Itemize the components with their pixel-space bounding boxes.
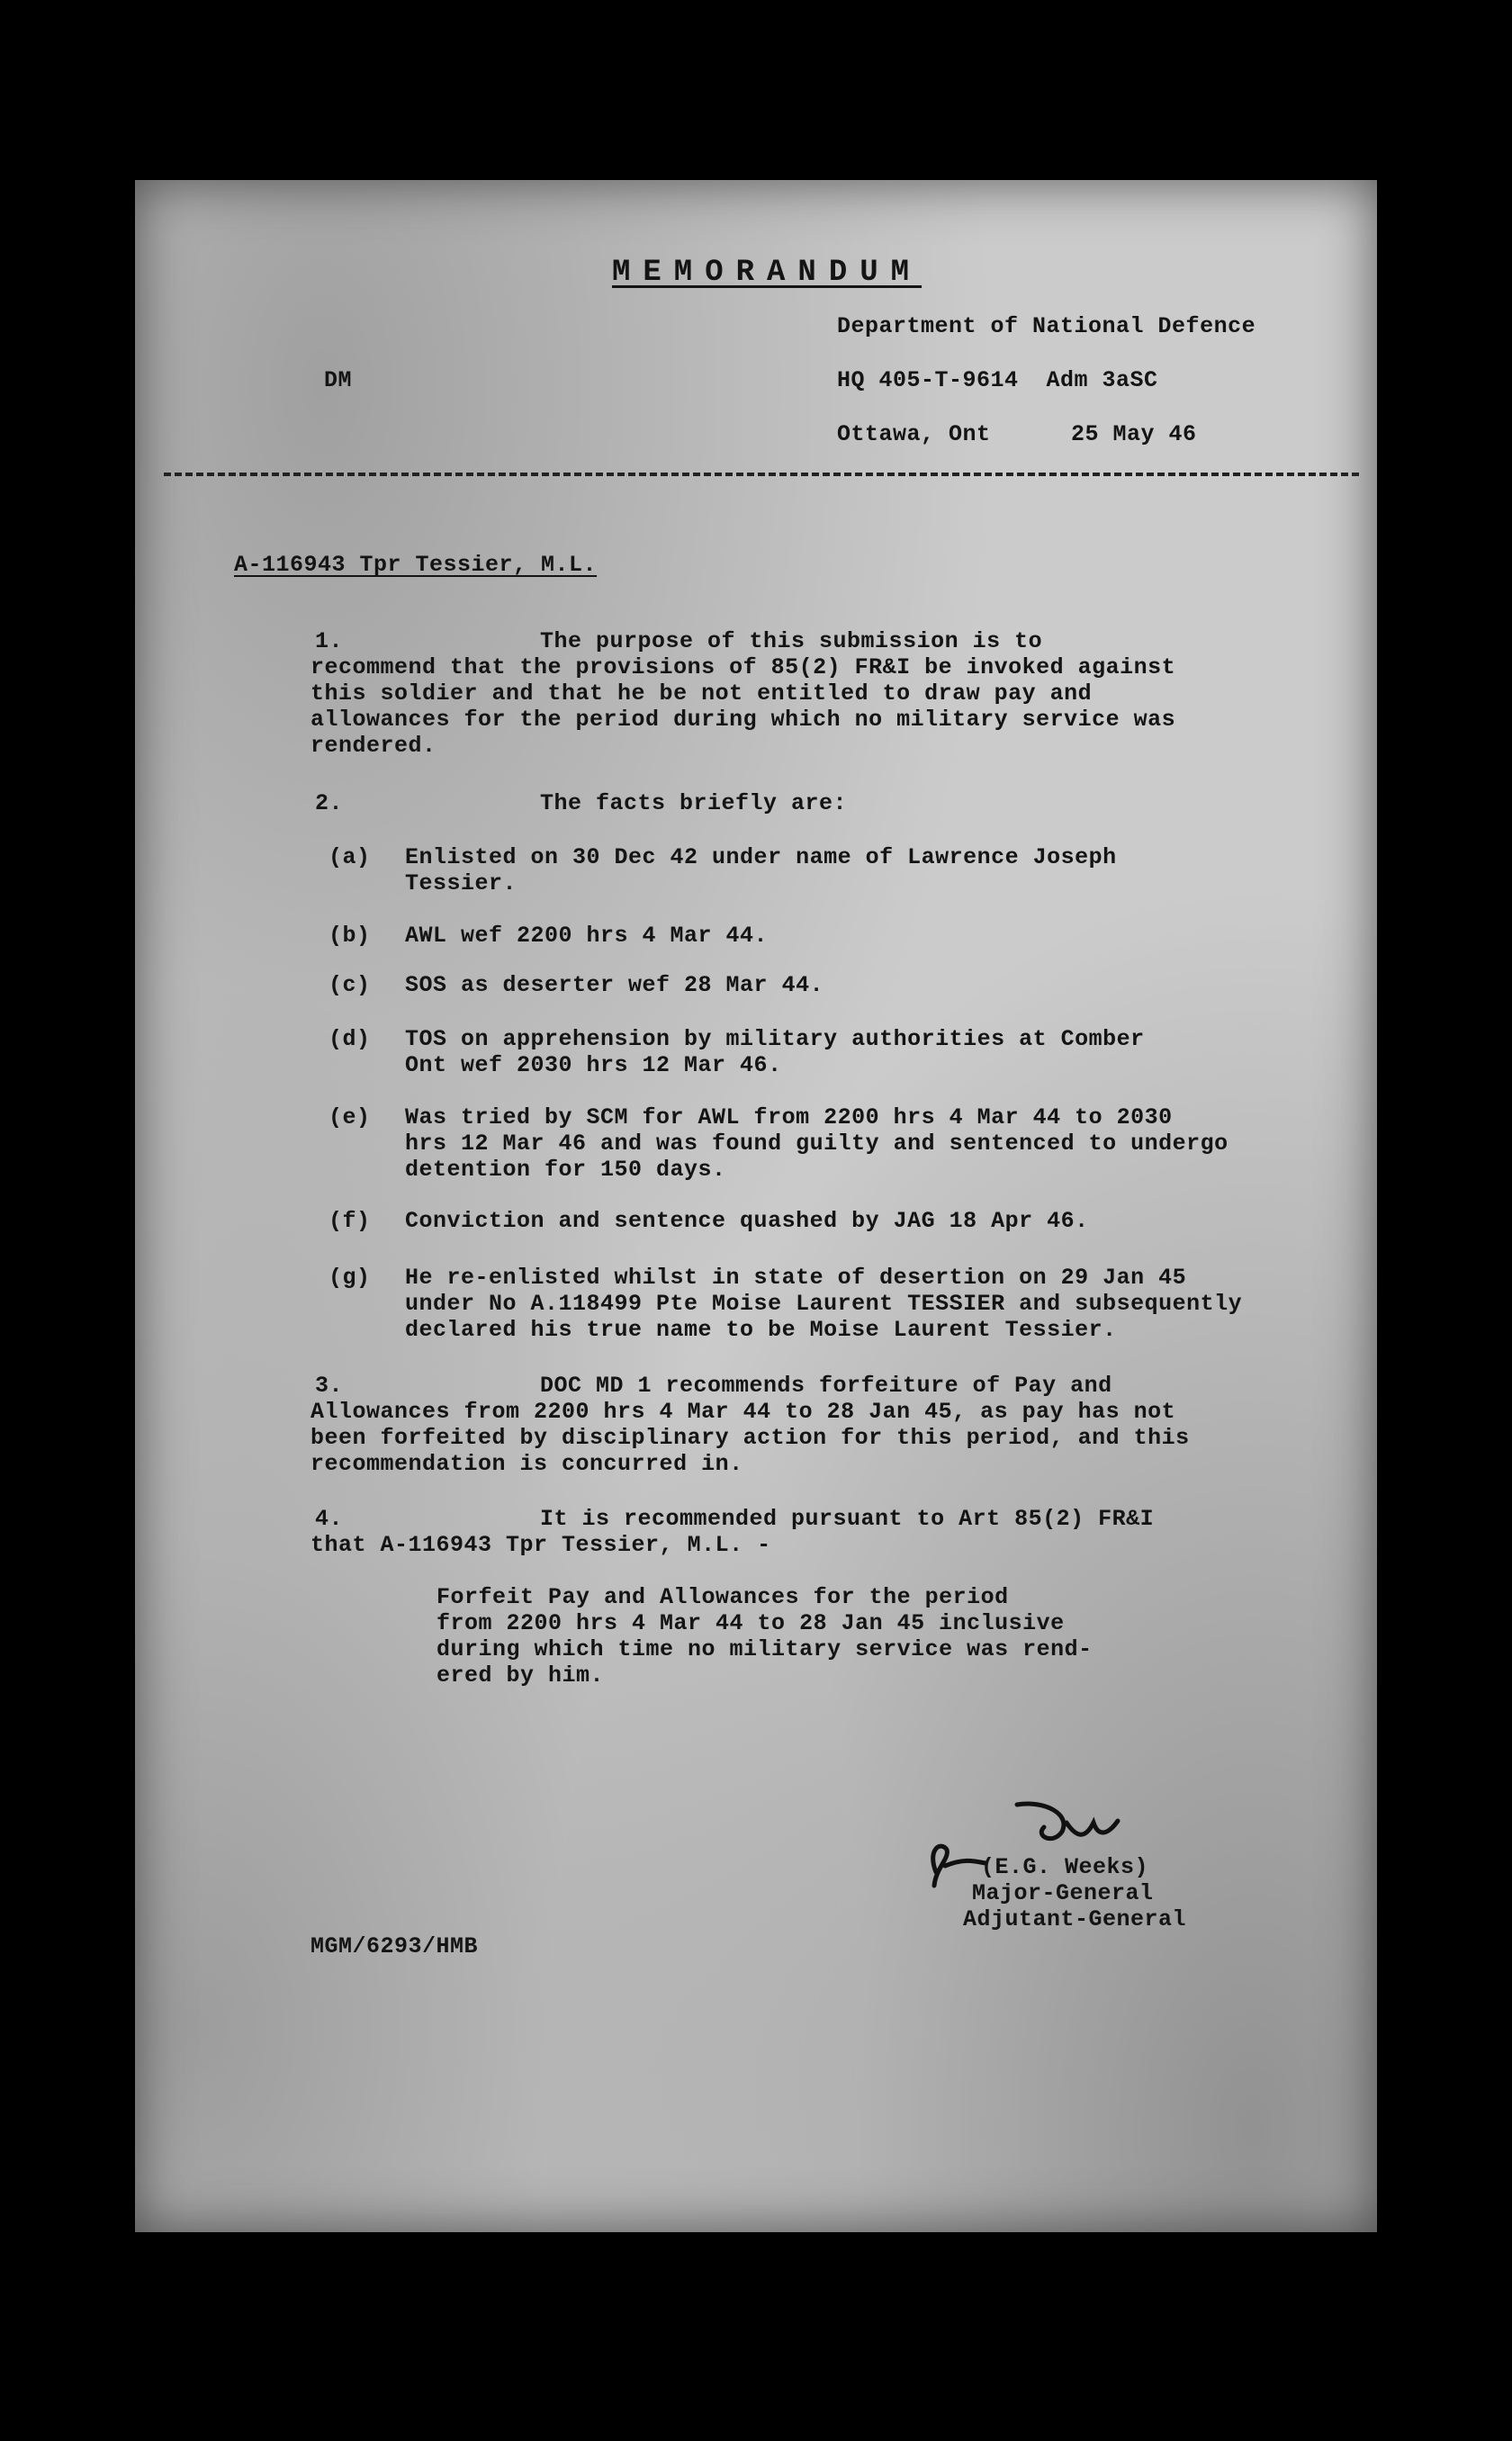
para-4-line: that A-116943 Tpr Tessier, M.L. -: [310, 1532, 771, 1558]
signatory-rank: Major-General: [972, 1880, 1154, 1906]
para-4-line: It is recommended pursuant to Art 85(2) FR&I: [540, 1506, 1155, 1532]
para-1-text: [310, 628, 1175, 759]
item-line: hrs 12 Mar 46 and was found guilty and sentenced to undergo: [405, 1130, 1228, 1157]
footer-reference: MGM/6293/HMB: [310, 1933, 479, 1959]
file-reference: HQ 405-T-9614 Adm 3aSC: [837, 367, 1158, 393]
item-c-text: [405, 972, 824, 998]
quote-line: from 2200 hrs 4 Mar 44 to 28 Jan 45 inclusive: [436, 1610, 1065, 1636]
item-line: detention for 150 days.: [405, 1157, 726, 1183]
item-d-label: (d): [328, 1026, 371, 1052]
item-line: TOS on apprehension by military authorities at Comber: [405, 1026, 1145, 1052]
item-line: Enlisted on 30 Dec 42 under name of Lawrence Joseph: [405, 844, 1117, 870]
subject-line: A-116943 Tpr Tessier, M.L.: [234, 552, 598, 578]
item-c-label: (c): [328, 972, 371, 998]
item-line: Ont wef 2030 hrs 12 Mar 46.: [405, 1052, 782, 1078]
para-3-text: [310, 1373, 1190, 1477]
item-line: SOS as deserter wef 28 Mar 44.: [405, 972, 824, 998]
item-line: Was tried by SCM for AWL from 2200 hrs 4 Mar 44 to 2030: [405, 1104, 1173, 1130]
memo-title: MEMORANDUM: [612, 256, 922, 290]
item-line: Conviction and sentence quashed by JAG 18 Apr 46.: [405, 1208, 1089, 1234]
para-4-quote: [436, 1584, 1093, 1689]
item-a-label: (a): [328, 844, 371, 870]
para-1-number: 1.: [315, 628, 344, 654]
place: Ottawa, Ont: [837, 421, 991, 447]
item-b-text: [405, 923, 768, 949]
item-line: He re-enlisted whilst in state of desertion on 29 Jan 45: [405, 1265, 1187, 1291]
para-2-intro: The facts briefly are:: [540, 790, 848, 816]
para-1-line: allowances for the period during which no military service was: [310, 707, 1176, 733]
dashed-divider: [164, 473, 1359, 476]
para-3-number: 3.: [315, 1373, 344, 1399]
department-name: Department of National Defence: [837, 313, 1256, 339]
signatory-appointment: Adjutant-General: [963, 1906, 1187, 1932]
para-3-line: Allowances from 2200 hrs 4 Mar 44 to 28 Jan 45, as pay has not: [310, 1399, 1176, 1425]
quote-line: Forfeit Pay and Allowances for the period: [436, 1584, 1009, 1610]
quote-line: ered by him.: [436, 1662, 605, 1689]
memo-date: 25 May 46: [1071, 421, 1197, 447]
memorandum-page: [135, 180, 1377, 2232]
signatory-name: (E.G. Weeks): [981, 1854, 1149, 1880]
item-line: Tessier.: [405, 870, 518, 896]
para-2-number: 2.: [315, 790, 344, 816]
signature-block: [963, 1854, 1187, 1932]
item-g-label: (g): [328, 1265, 371, 1291]
originator-code: DM: [324, 367, 353, 393]
para-3-line: been forfeited by disciplinary action for this period, and this: [310, 1425, 1190, 1451]
item-d-text: [405, 1026, 1145, 1078]
item-line: declared his true name to be Moise Laurent Tessier.: [405, 1317, 1117, 1343]
para-1-line: rendered.: [310, 733, 436, 759]
para-1-line: The purpose of this submission is to: [540, 628, 1043, 654]
para-3-line: DOC MD 1 recommends forfeiture of Pay and: [540, 1373, 1112, 1399]
item-f-label: (f): [328, 1208, 371, 1234]
item-line: under No A.118499 Pte Moise Laurent TESSIER and subsequently: [405, 1291, 1243, 1317]
quote-line: during which time no military service was rend-: [436, 1636, 1093, 1662]
para-1-line: recommend that the provisions of 85(2) FR&I be invoked against: [310, 654, 1176, 680]
para-4-text: [310, 1506, 1154, 1558]
item-e-label: (e): [328, 1104, 371, 1130]
item-e-text: [405, 1104, 1228, 1183]
item-g-text: [405, 1265, 1242, 1343]
item-f-text: [405, 1208, 1089, 1234]
para-1-line: this soldier and that he be not entitled to draw pay and: [310, 680, 1093, 707]
item-a-text: [405, 844, 1117, 896]
item-b-label: (b): [328, 923, 371, 949]
para-4-number: 4.: [315, 1506, 344, 1532]
item-line: AWL wef 2200 hrs 4 Mar 44.: [405, 923, 769, 949]
para-3-line: recommendation is concurred in.: [310, 1451, 743, 1477]
